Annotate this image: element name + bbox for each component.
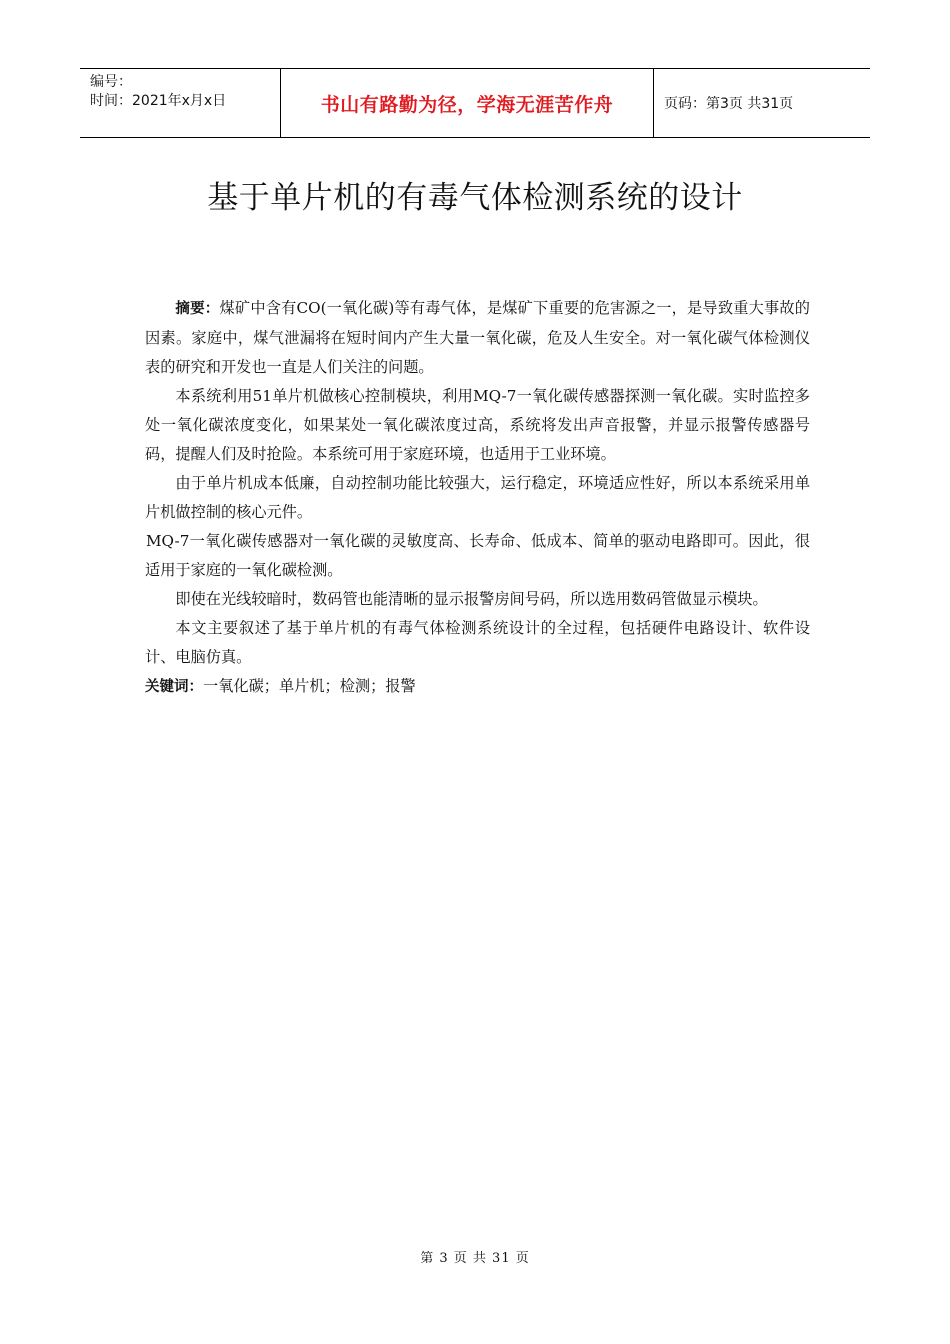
header-page-info: 页码：第3页 共31页 xyxy=(664,96,794,112)
keywords-line xyxy=(145,672,810,702)
abstract-section xyxy=(145,294,810,702)
abstract-paragraph-5: 即使在光线较暗时，数码管也能清晰的显示报警房间号码，所以选用数码管做显示模块。 xyxy=(175,590,768,608)
abstract-paragraph-3: 由于单片机成本低廉，自动控制功能比较强大，运行稳定，环境适应性好，所以本系统采用单片机做控制的核心元件。 xyxy=(145,474,810,521)
page-header xyxy=(80,68,870,138)
header-meta xyxy=(80,69,281,137)
header-motto: 书山有路勤为径，学海无涯苦作舟 xyxy=(320,93,614,116)
abstract-paragraph-4: MQ-7一氧化碳传感器对一氧化碳的灵敏度高、长寿命、低成本、简单的驱动电路即可。因此，很适用于家庭的一氧化碳检测。 xyxy=(145,532,810,579)
page-footer: 第 3 页 共 31 页 xyxy=(420,1251,530,1266)
document-title: 基于单片机的有毒气体检测系统的设计 xyxy=(207,180,743,216)
abstract-intro: 煤矿中含有CO(一氧化碳)等有毒气体，是煤矿下重要的危害源之一，是导致重大事故的因素。家庭中，煤气泄漏将在短时间内产生大量一氧化碳，危及人生安全。对一氧化碳气体检测仪表的研究和开发也一直是人们关注的问题。 xyxy=(145,299,810,376)
abstract-paragraph-2: 本系统利用51单片机做核心控制模块，利用MQ-7一氧化碳传感器探测一氧化碳。实时监控多处一氧化碳浓度变化，如果某处一氧化碳浓度过高，系统将发出声音报警，并显示报警传感器号码，提醒人们及时抢险。本系统可用于家庭环境，也适用于工业环境。 xyxy=(145,387,810,463)
document-time: 时间：2021年x月x日 xyxy=(90,93,227,109)
abstract-paragraph-1 xyxy=(145,294,810,382)
document-number-label: 编号： xyxy=(90,74,132,90)
abstract-paragraph-6: 本文主要叙述了基于单片机的有毒气体检测系统设计的全过程，包括硬件电路设计、软件设计、电脑仿真。 xyxy=(145,619,810,666)
abstract-label: 摘要： xyxy=(175,301,220,317)
keywords-text: 一氧化碳；单片机；检测；报警 xyxy=(203,677,416,695)
header-motto-cell xyxy=(281,69,654,137)
header-page-info-cell xyxy=(654,69,870,137)
keywords-label: 关键词： xyxy=(145,679,203,695)
